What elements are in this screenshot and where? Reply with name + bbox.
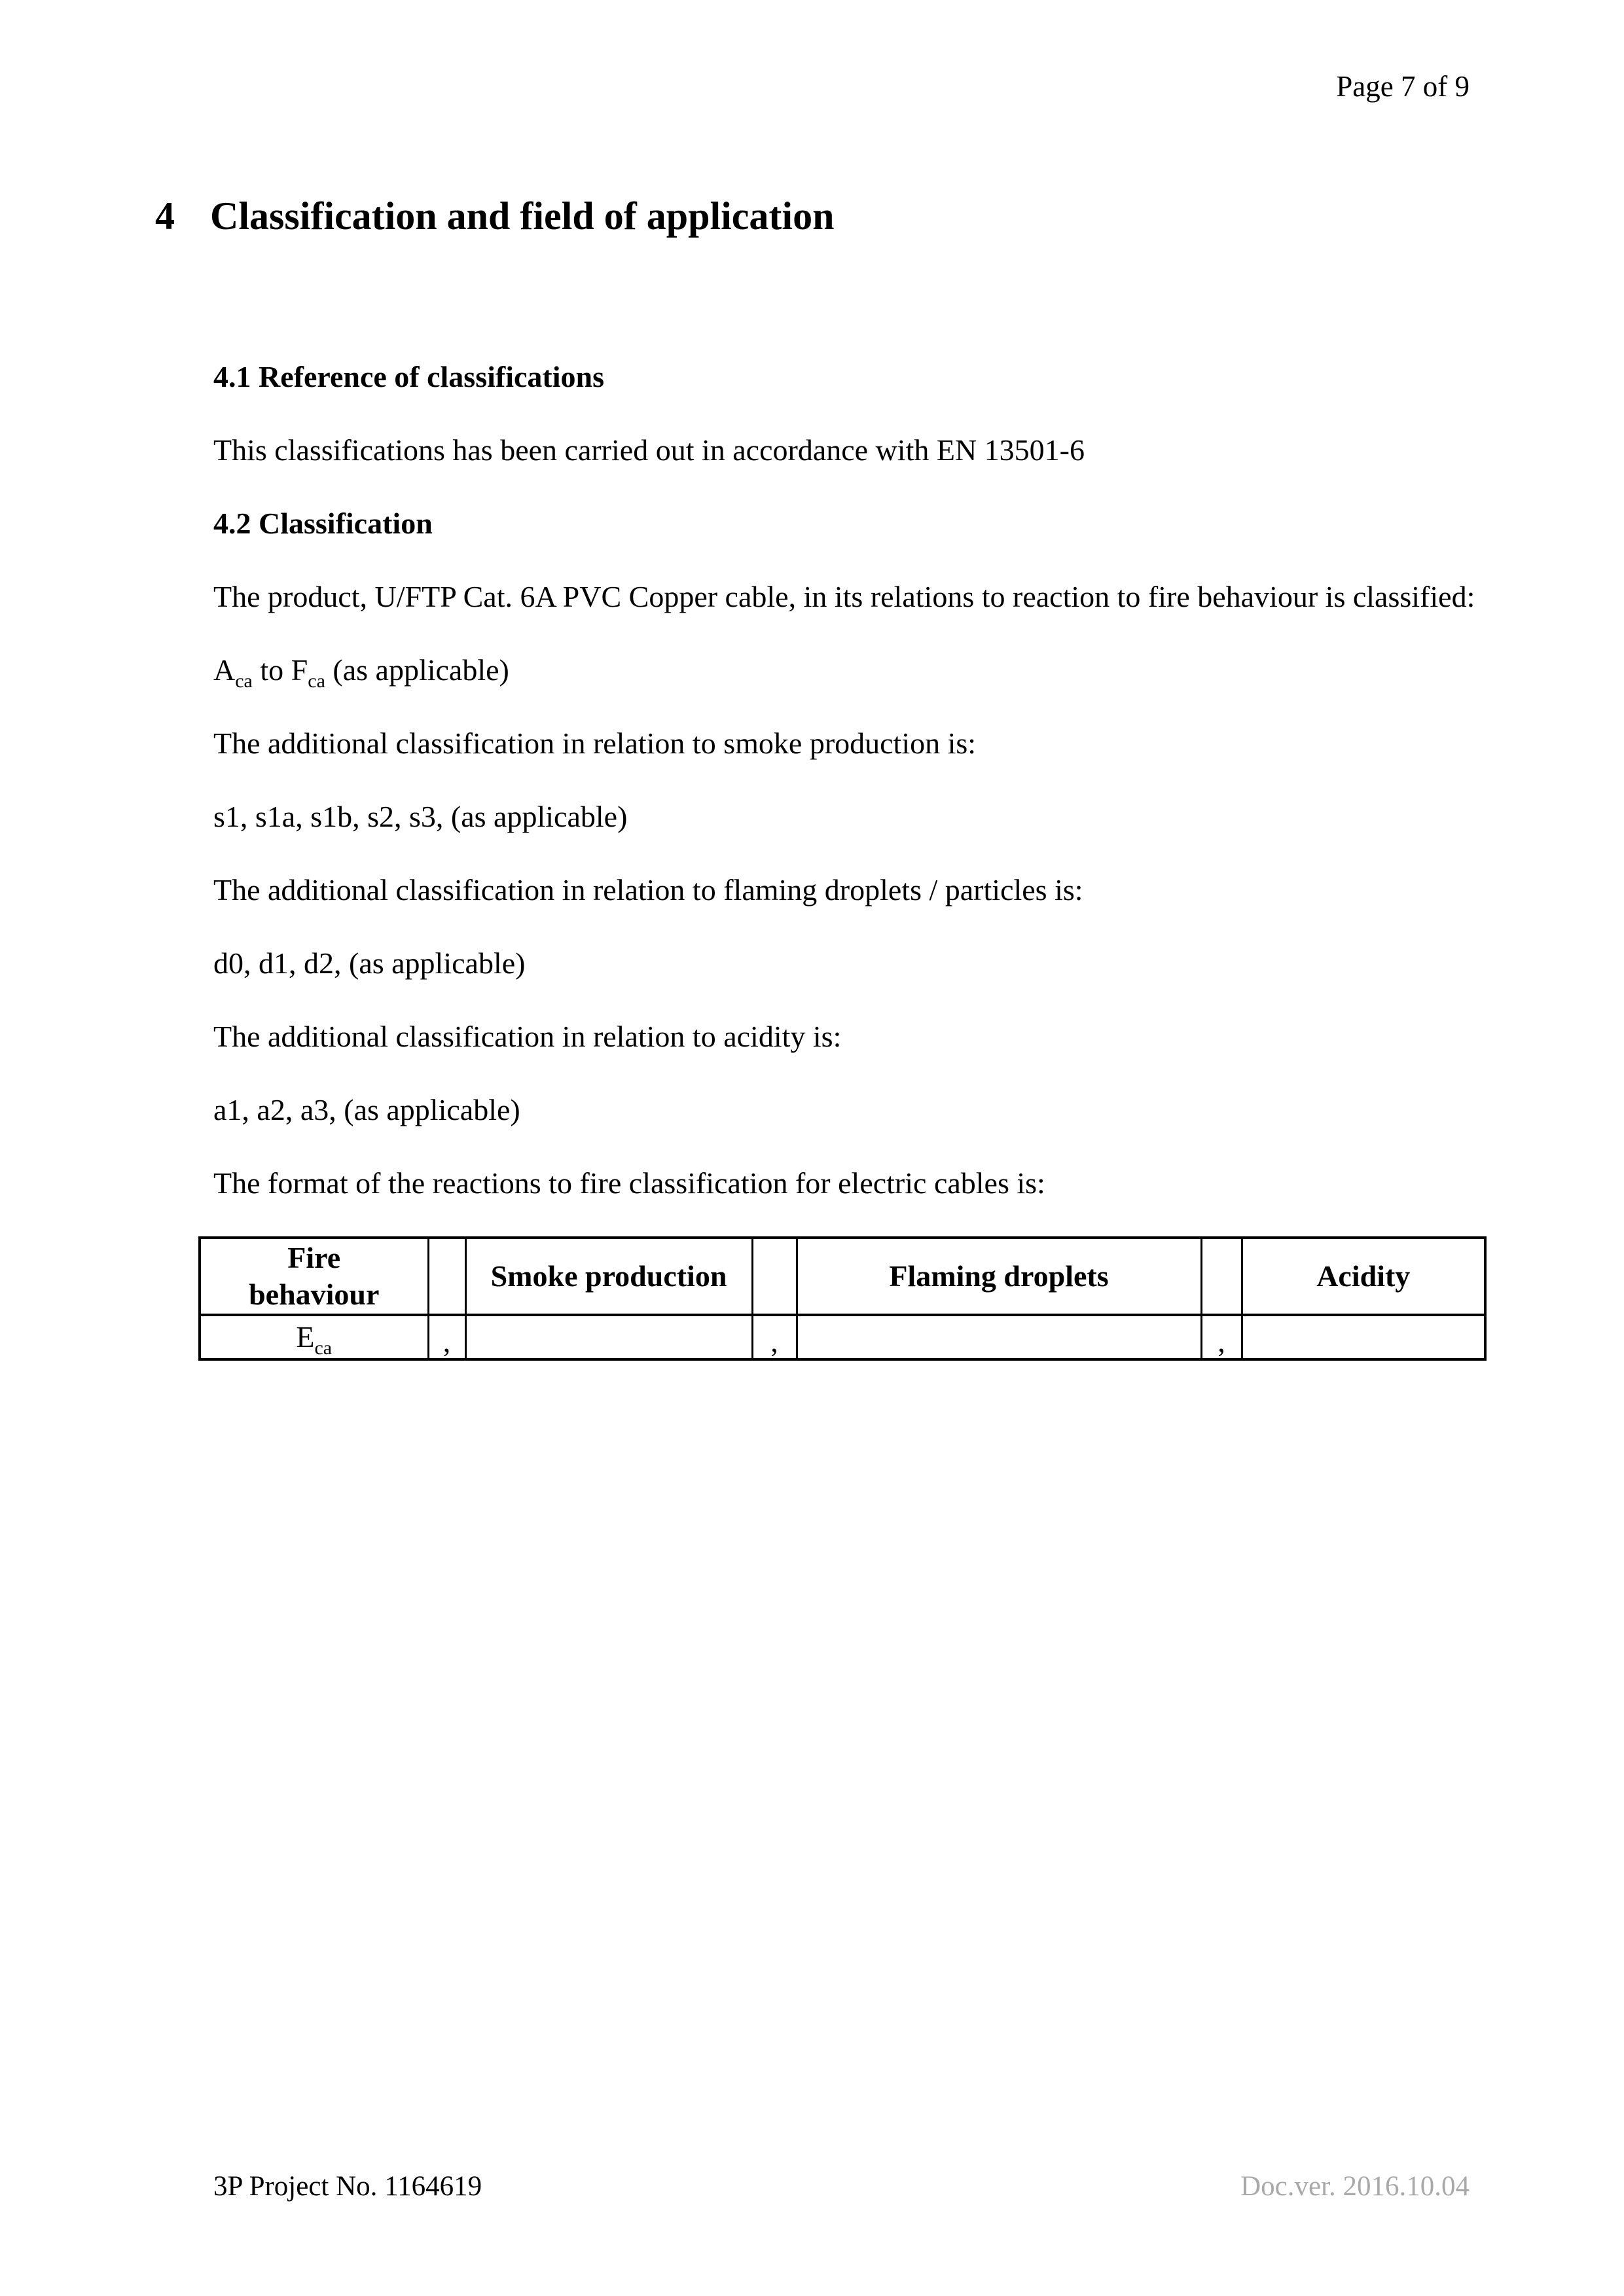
smoke-production-value-cell <box>465 1315 752 1359</box>
fire-class-range <box>213 650 1476 691</box>
comma-separator-3: , <box>1201 1315 1242 1359</box>
separator-header-cell-1 <box>428 1238 465 1315</box>
comma-separator-1: , <box>428 1315 465 1359</box>
product-paragraph: The product, U/FTP Cat. 6A PVC Copper cable, in its relations to reaction to fire behaviour is classified: <box>213 580 1475 613</box>
content-column <box>213 357 1476 1361</box>
fire-class-to: F <box>291 653 308 687</box>
fire-class-connector: to <box>252 653 291 687</box>
smoke-intro-paragraph: The additional classification in relation to smoke production is: <box>213 726 977 760</box>
smoke-production-header: Smoke production <box>465 1238 752 1315</box>
chapter-number: 4 <box>155 194 175 238</box>
chapter-heading <box>155 192 834 240</box>
flaming-droplets-header: Flaming droplets <box>797 1238 1201 1315</box>
fire-behaviour-value-cell <box>200 1315 428 1359</box>
classification-format-table <box>198 1236 1487 1361</box>
droplets-values: d0, d1, d2, (as applicable) <box>213 946 526 980</box>
table-value-row <box>200 1315 1485 1359</box>
reference-paragraph: This classifications has been carried out in accordance with EN 13501-6 <box>213 433 1085 467</box>
fire-behaviour-value-subscript: ca <box>314 1337 333 1359</box>
smoke-values: s1, s1a, s1b, s2, s3, (as applicable) <box>213 800 628 833</box>
chapter-title: Classification and field of application <box>210 194 835 238</box>
separator-header-cell-2 <box>752 1238 797 1315</box>
fire-behaviour-value: E <box>296 1320 315 1354</box>
page-number: Page 7 of 9 <box>1336 70 1470 103</box>
fire-behaviour-header: Fire behaviour <box>200 1238 428 1315</box>
fire-class-to-subscript: ca <box>308 670 325 692</box>
droplets-intro-paragraph: The additional classification in relation to flaming droplets / particles is: <box>213 873 1083 906</box>
acidity-header: Acidity <box>1242 1238 1485 1315</box>
acidity-intro-paragraph: The additional classification in relation to acidity is: <box>213 1020 842 1053</box>
fire-class-from-subscript: ca <box>235 670 253 692</box>
fire-class-from: A <box>213 653 236 687</box>
acidity-value-cell <box>1242 1315 1485 1359</box>
fire-class-suffix: (as applicable) <box>325 653 509 687</box>
acidity-values: a1, a2, a3, (as applicable) <box>213 1093 520 1126</box>
flaming-droplets-value-cell <box>797 1315 1201 1359</box>
footer-doc-version: Doc.ver. 2016.10.04 <box>1240 2171 1470 2202</box>
footer-project-number: 3P Project No. 1164619 <box>213 2171 482 2202</box>
separator-header-cell-3 <box>1201 1238 1242 1315</box>
format-intro-paragraph: The format of the reactions to fire classification for electric cables is: <box>213 1166 1045 1200</box>
table-header-row <box>200 1238 1485 1315</box>
comma-separator-2: , <box>752 1315 797 1359</box>
subsection-42-heading: 4.2 Classification <box>213 507 433 540</box>
subsection-41-heading: 4.1 Reference of classifications <box>213 360 604 393</box>
